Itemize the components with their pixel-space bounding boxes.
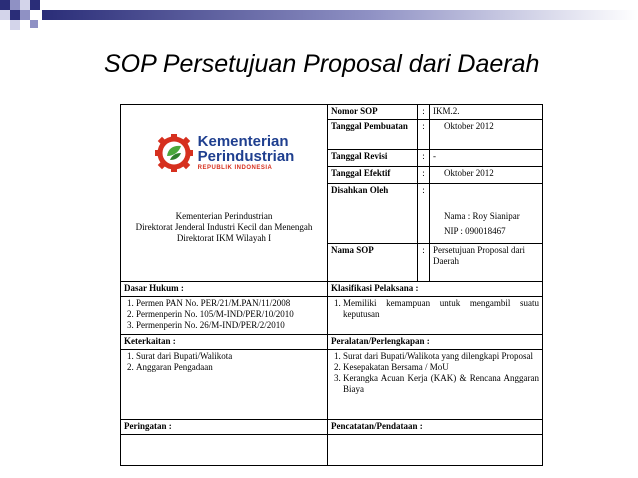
dasar-hukum-list [124,298,324,331]
list-item: 1. Permen PAN No. PER/21/M.PAN/11/2008 [136,298,324,309]
peralatan-label: Peralatan/Perlengkapan : [328,335,543,350]
list-item: 1. Memiliki kemampuan untuk mengambil suatu keputusan [343,298,539,320]
colon: : [418,120,430,150]
disahkan-oleh-label: Disahkan Oleh [328,184,418,244]
colon: : [418,184,430,244]
list-item: 2. Kesepakatan Bersama / MoU [343,362,539,373]
list-item: 3. Permenperin No. 26/M-IND/PER/2/2010 [136,320,324,331]
klasifikasi-list [331,298,539,320]
ministry-logo [154,134,295,172]
peringatan-label: Peringatan : [121,420,328,435]
list-item: 2. Anggaran Pengadaan [136,362,324,373]
keterkaitan-content [121,350,328,420]
tanggal-efektif-label: Tanggal Efektif [328,167,418,184]
logo-text-line1: Kementerian [197,133,289,150]
colon: : [418,105,430,120]
slide-title: SOP Persetujuan Proposal dari Daerah [104,50,540,78]
dasar-hukum-content [121,297,328,335]
org-line-1: Kementerian Perindustrian [175,211,273,221]
tanggal-pembuatan-label: Tanggal Pembuatan [328,120,418,150]
klasifikasi-content [328,297,543,335]
tanggal-efektif-value: Oktober 2012 [430,167,543,184]
peralatan-list [331,351,539,395]
approver-nip: NIP : 090018467 [444,226,506,236]
nama-sop-label: Nama SOP [328,244,418,282]
dasar-hukum-label: Dasar Hukum : [121,282,328,297]
decorative-squares [0,0,638,40]
list-item: 1. Surat dari Bupati/Walikota yang dilengkapi Proposal [343,351,539,362]
sop-document [120,104,542,466]
logo-text-line3: REPUBLIK INDONESIA [197,165,273,171]
pencatatan-label: Pencatatan/Pendataan : [328,420,543,435]
tanggal-pembuatan-value: Oktober 2012 [430,120,543,150]
colon: : [418,244,430,282]
list-item: 2. Permenperin No. 105/M-IND/PER/10/2010 [136,309,324,320]
klasifikasi-label: Klasifikasi Pelaksana : [328,282,543,297]
nama-sop-value: Persetujuan Proposal dari Daerah [430,244,543,282]
org-line-2: Direktorat Jenderal Industri Kecil dan Menengah [135,222,313,232]
keterkaitan-label: Keterkaitan : [121,335,328,350]
sop-table [120,104,543,466]
list-item: 1. Surat dari Bupati/Walikota [136,351,324,362]
keterkaitan-list [124,351,324,373]
nomor-sop-value: IKM.2. [430,105,543,120]
tanggal-revisi-value: - [430,150,543,167]
org-line-3: Direktorat IKM Wilayah I [176,233,272,243]
approver-name: Nama : Roy Sianipar [444,211,520,221]
peringatan-content [121,435,328,466]
colon: : [418,167,430,184]
tanggal-revisi-label: Tanggal Revisi [328,150,418,167]
list-item: 3. Kerangka Acuan Kerja (KAK) & Rencana Anggaran Biaya [343,373,539,395]
colon: : [418,150,430,167]
organization-block [124,211,324,244]
peralatan-content [328,350,543,420]
logo-text-line2: Perindustrian [197,148,295,165]
header-logo-cell [121,105,328,282]
pencatatan-content [328,435,543,466]
gear-logo-icon [154,134,194,172]
nomor-sop-label: Nomor SOP [328,105,418,120]
